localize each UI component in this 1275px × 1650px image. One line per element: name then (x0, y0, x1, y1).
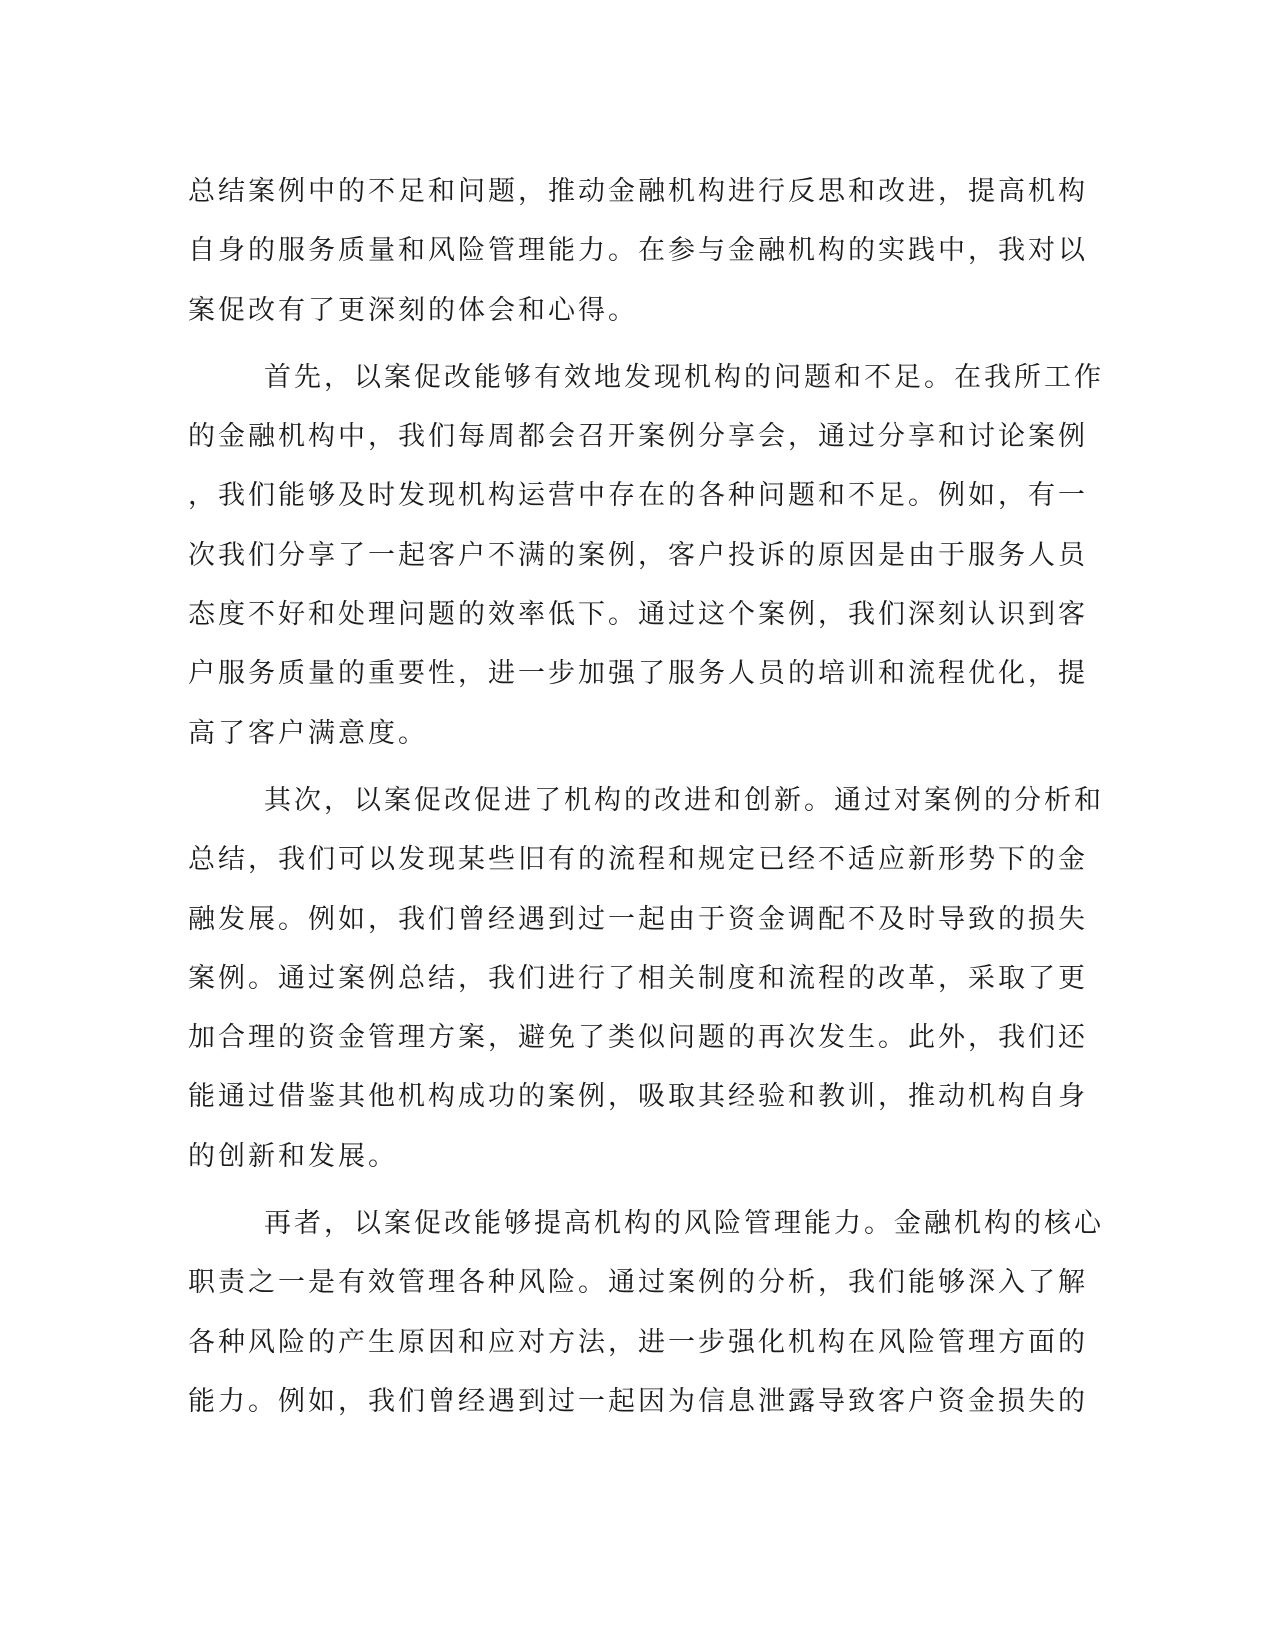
text-line-indented: 其次，以案促改促进了机构的改进和创新。通过对案例的分析和 (264, 784, 1104, 816)
text-line-indented: 再者，以案促改能够提高机构的风险管理能力。金融机构的核心 (264, 1208, 1104, 1240)
paragraph-1 (188, 162, 1088, 340)
text-line: 态度不好和处理问题的效率低下。通过这个案例，我们深刻认识到客 (188, 599, 1088, 631)
paragraph-gap (188, 340, 1078, 348)
text-line: 能力。例如，我们曾经遇到过一起因为信息泄露导致客户资金损失的 (188, 1385, 1088, 1417)
text-line: 户服务质量的重要性，进一步加强了服务人员的培训和流程优化，提 (188, 658, 1088, 690)
body-text (188, 162, 1104, 1431)
paragraph-3 (188, 771, 1104, 1186)
text-line: 案促改有了更深刻的体会和心得。 (188, 294, 638, 326)
text-line: 的金融机构中，我们每周都会召开案例分享会，通过分享和讨论案例 (188, 421, 1088, 453)
text-line: 自身的服务质量和风险管理能力。在参与金融机构的实践中，我对以 (188, 235, 1088, 267)
text-line: 能通过借鉴其他机构成功的案例，吸取其经验和教训，推动机构自身 (188, 1081, 1088, 1113)
text-line: 职责之一是有效管理各种风险。通过案例的分析，我们能够深入了解 (188, 1267, 1088, 1299)
text-line: 加合理的资金管理方案，避免了类似问题的再次发生。此外，我们还 (188, 1022, 1088, 1054)
paragraph-gap (188, 763, 1078, 771)
paragraph-4 (188, 1194, 1104, 1431)
text-line: 各种风险的产生原因和应对方法，进一步强化机构在风险管理方面的 (188, 1326, 1088, 1358)
text-line: 案例。通过案例总结，我们进行了相关制度和流程的改革，采取了更 (188, 962, 1088, 994)
text-line: 高了客户满意度。 (188, 717, 428, 749)
paragraph-2 (188, 348, 1104, 763)
text-line: 次我们分享了一起客户不满的案例，客户投诉的原因是由于服务人员 (188, 539, 1088, 571)
text-line-indented: 首先，以案促改能够有效地发现机构的问题和不足。在我所工作 (264, 361, 1104, 393)
text-line: 融发展。例如，我们曾经遇到过一起由于资金调配不及时导致的损失 (188, 903, 1088, 935)
text-line: ，我们能够及时发现机构运营中存在的各种问题和不足。例如，有一 (188, 480, 1088, 512)
text-line: 总结案例中的不足和问题，推动金融机构进行反思和改进，提高机构 (188, 176, 1088, 207)
text-line: 的创新和发展。 (188, 1140, 398, 1172)
paragraph-gap (188, 1186, 1078, 1194)
text-line: 总结，我们可以发现某些旧有的流程和规定已经不适应新形势下的金 (188, 844, 1088, 876)
